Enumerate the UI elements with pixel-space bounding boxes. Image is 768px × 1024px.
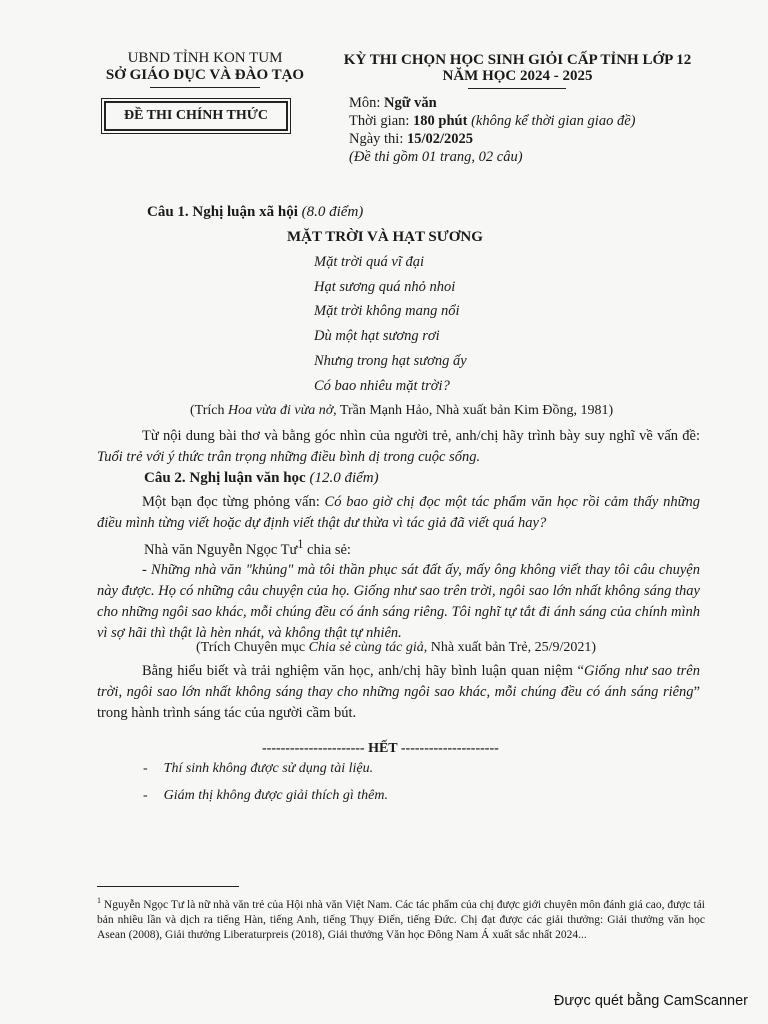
question-2-points: (12.0 điểm) (305, 470, 379, 486)
footnote (97, 893, 705, 943)
poem-line: Có bao nhiêu mặt trời? (314, 378, 450, 394)
poem-source (190, 403, 613, 419)
time-line (349, 113, 635, 130)
title-underline (468, 88, 566, 89)
page-count-note: (Đề thi gồm 01 trang, 02 câu) (349, 149, 523, 165)
question-2-label: Câu 2. Nghị luận văn học (144, 470, 306, 486)
question-2-task (97, 661, 700, 724)
source-prefix: (Trích (190, 403, 228, 418)
task-quote: Giống như sao trên trời, ngôi sao lớn nhất không sáng thay cho những ngôi sao khác, mỗi chúng đều có ánh sáng riêng (97, 663, 700, 700)
source-prefix: (Trích Chuyên mục (196, 640, 309, 655)
task-prefix: Bằng hiểu biết và trải nghiệm văn học, anh/chị hãy bình luận quan niệm “ (142, 663, 584, 679)
author-intro (144, 537, 351, 559)
note-bullet: - (143, 761, 148, 776)
interview-paragraph (97, 492, 700, 534)
source-suffix: , Nhà xuất bản Trẻ, 25/9/2021) (423, 640, 597, 655)
prompt-text: Từ nội dung bài thơ và bằng góc nhìn của người trẻ, anh/chị hãy trình bày suy nghĩ về vấn đề: (142, 428, 700, 444)
author-name: Nhà văn Nguyễn Ngọc Tư (144, 541, 298, 558)
quote-source (196, 640, 596, 656)
task-suffix: ” trong hành trình sáng tác của người cầm bút. (97, 684, 700, 721)
footnote-text: Nguyễn Ngọc Tư là nữ nhà văn trẻ của Hội nhà văn Việt Nam. Các tác phẩm của chị được giới chuyên môn đánh giá cao, được tái bản nhiều lần và dịch ra tiếng Hàn, tiếng Anh, tiếng Thụy Điển, tiếng Đức. Chị đạt được các giải thưởng: Giải thưởng văn học Asean (2008), Giải thưởng Liberaturpreis (2018), Giải thưởng Văn học Đông Nam Á xuất sắc nhất 2024... (97, 898, 705, 941)
date-label: Ngày thi: (349, 131, 407, 147)
question-1-label: Câu 1. Nghị luận xã hội (147, 204, 298, 220)
time-label: Thời gian: (349, 113, 414, 129)
subject-value: Ngữ văn (384, 95, 437, 111)
date-value: 15/02/2025 (407, 131, 474, 147)
date-line (349, 131, 473, 148)
poem-line: Hạt sương quá nhỏ nhoi (314, 279, 456, 295)
official-exam-stamp (104, 101, 288, 131)
end-marker: ---------------------- HẾT --------------------- (262, 741, 499, 756)
stamp-label: ĐỀ THI CHÍNH THỨC (123, 108, 269, 123)
note-text: Thí sinh không được sử dụng tài liệu. (163, 761, 374, 776)
interview-question: Có bao giờ chị đọc một tác phẩm văn học rồi cảm thấy những điều mình từng viết hoặc dự định viết thật dư thừa vì tác giả đã viết quá hay? (97, 494, 700, 531)
poem-line: Mặt trời quá vĩ đại (314, 254, 425, 270)
interview-prefix: Một bạn đọc từng phỏng vấn: (142, 494, 325, 510)
note-bullet: - (143, 788, 148, 803)
subject-label: Môn: (349, 95, 385, 111)
question-1-heading (147, 204, 363, 221)
source-title: Hoa vừa đi vừa nở (228, 403, 334, 418)
exam-title: KỲ THI CHỌN HỌC SINH GIỎI CẤP TỈNH LỚP 12 (343, 52, 692, 68)
footnote-number: 1 (97, 896, 101, 905)
source-suffix: , Trần Mạnh Hảo, Nhà xuất bản Kim Đồng, 1981) (333, 403, 614, 418)
poem-line: Dù một hạt sương rơi (314, 328, 440, 344)
school-year: NĂM HỌC 2024 - 2025 (442, 68, 593, 84)
question-1-points: (8.0 điểm) (297, 204, 364, 220)
prompt-topic: Tuổi trẻ với ý thức trân trọng những điều bình dị trong cuộc sống. (97, 449, 481, 465)
header-underline (150, 87, 260, 88)
footnote-ref: 1 (297, 537, 304, 551)
time-value: 180 phút (413, 113, 468, 129)
end-note (143, 761, 373, 777)
note-text: Giám thị không được giải thích gì thêm. (163, 788, 388, 803)
source-title: Chia sẻ cùng tác giả (308, 640, 424, 655)
end-note (143, 788, 388, 804)
footnote-separator (97, 886, 239, 887)
subject-line (349, 95, 437, 112)
poem-title: MẶT TRỜI VÀ HẠT SƯƠNG (287, 229, 483, 245)
camscanner-watermark: Được quét bằng CamScanner (553, 993, 748, 1009)
time-note: (không kể thời gian giao đề) (467, 113, 636, 129)
poem-line: Nhưng trong hạt sương ấy (314, 353, 467, 369)
department-name: SỞ GIÁO DỤC VÀ ĐÀO TẠO (105, 67, 305, 83)
question-2-heading (144, 470, 379, 487)
poem-line: Mặt trời không mang nổi (314, 303, 460, 319)
author-suffix: chia sẻ: (303, 541, 351, 558)
question-1-prompt (97, 426, 700, 468)
authority-name: UBND TỈNH KON TUM (127, 50, 283, 66)
author-quote: - Những nhà văn "khủng" mà tôi thần phục sát đất ấy, mấy ông không viết thay tôi câu chuyện này được. Họ có những câu chuyện của họ. Giống như sao trên trời, ngôi sao lớn nhất không sáng thay cho những ngôi sao khác, mỗi chúng đều có ánh sáng riêng. Tôi nghĩ tự tắt đi ánh sáng của chính mình vì sợ hãi thì thật là hèn nhát, và không thật tự nhiên. (97, 562, 700, 641)
